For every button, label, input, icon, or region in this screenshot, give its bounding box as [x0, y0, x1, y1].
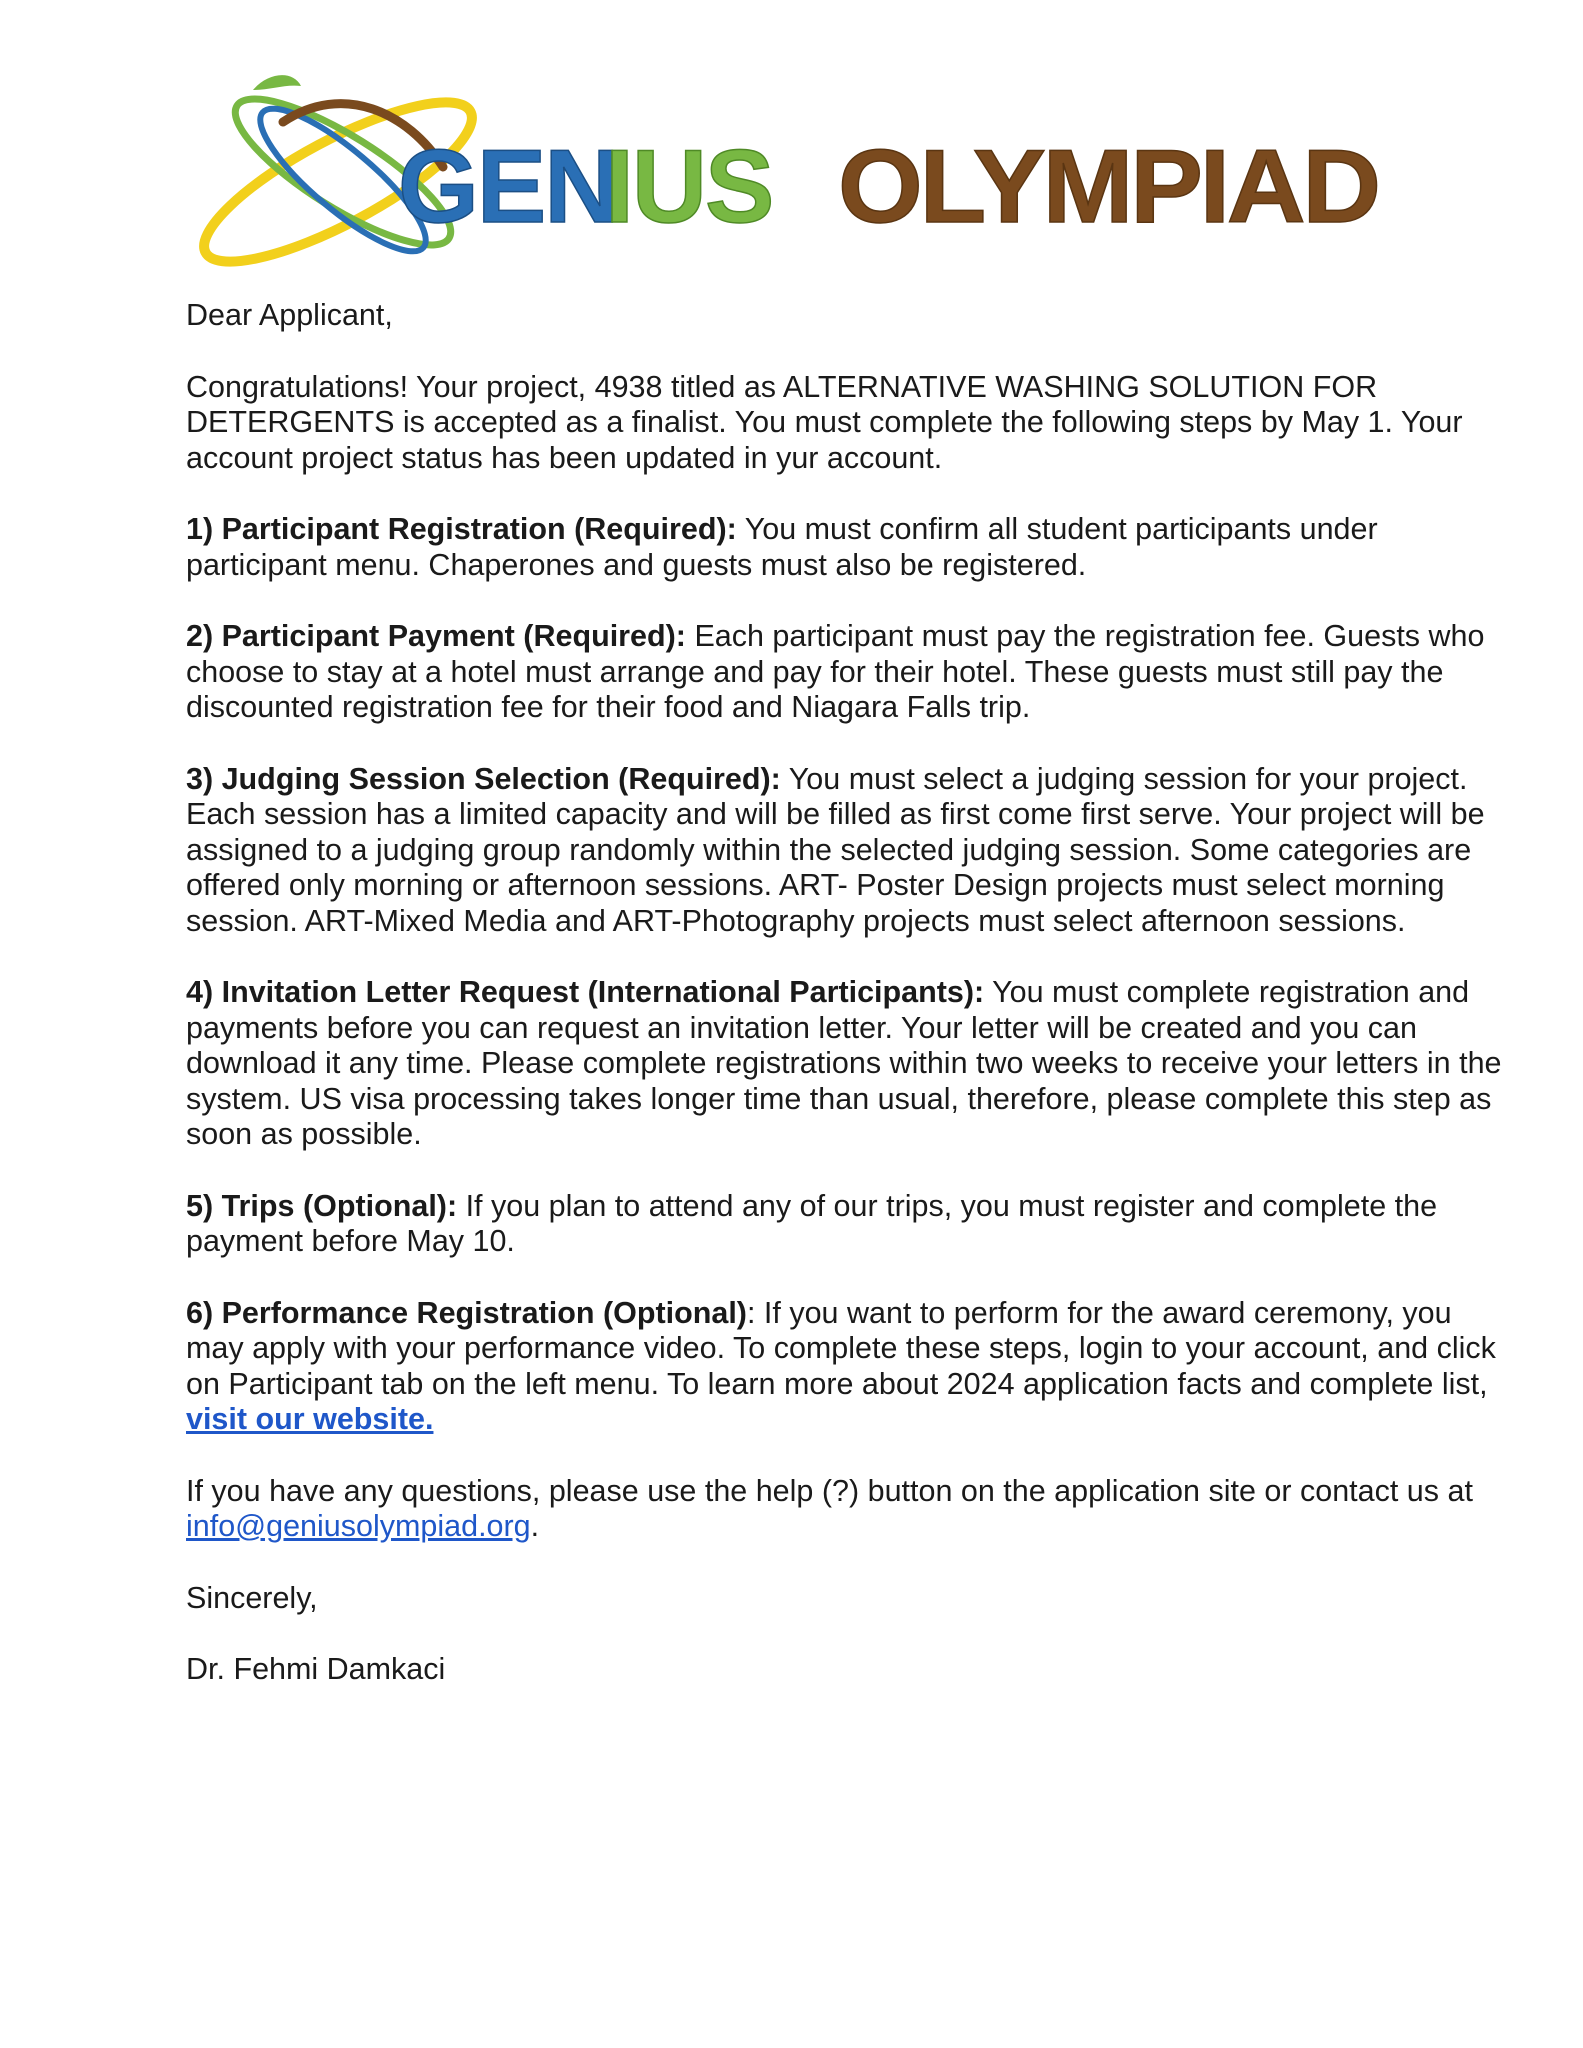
step-text: You must complete registration and payments before you can request an invitation letter. Your letter will be created and you can download it any time. Please complete registrations within two weeks to receive your letters in the system. US visa processing takes longer time than usual, therefore, please complete this step as soon as possible. [186, 975, 1502, 1151]
step-text: You must select a judging session for your project. Each session has a limited capacity and will be filled as first come first serve. Your project will be assigned to a judging group randomly within the selected judging session. Some categories are offered only morning or afternoon sessions. ART- Poster Design projects must select morning session. ART-Mixed Media and ART-Photography projects must select afternoon sessions. [186, 761, 1485, 938]
step-heading: 1) Participant Registration (Required): [186, 512, 737, 546]
contact-paragraph [186, 1474, 1506, 1545]
step-performance-registration [186, 1296, 1506, 1438]
contact-email-link[interactable]: info@geniusolympiad.org [186, 1509, 531, 1543]
logo-word-genius-green: IUS [605, 129, 773, 245]
step-trips [186, 1189, 1506, 1260]
letter-body [186, 298, 1506, 1724]
step-text: : If you want to perform for the award ceremony, you may apply with your performance video. To complete these steps, login to your account, and click on Participant tab on the left menu. To learn more about 2024 application facts and complete list, [186, 1295, 1496, 1401]
closing: Sincerely, [186, 1580, 318, 1615]
step-invitation-letter [186, 975, 1506, 1153]
salutation: Dear Applicant, [186, 298, 393, 332]
contact-text: If you have any questions, please use the help (?) button on the application site or contact us at [186, 1473, 1473, 1508]
step-participant-payment [186, 619, 1506, 726]
step-judging-session [186, 762, 1506, 940]
step-text: You must confirm all student participants under participant menu. Chaperones and guests must also be registered. [186, 512, 1378, 582]
visit-website-link[interactable]: visit our website. [186, 1402, 434, 1436]
step-participant-registration [186, 512, 1506, 583]
step-text: If you plan to attend any of our trips, you must register and complete the payment before May 10. [186, 1188, 1438, 1258]
step-heading: 3) Judging Session Selection (Required): [186, 761, 781, 796]
step-text: Each participant must pay the registration fee. Guests who choose to stay at a hotel must arrange and pay for their hotel. These guests must still pay the discounted registration fee for their food and Niagara Falls trip. [186, 619, 1485, 724]
step-heading: 6) Performance Registration (Optional) [186, 1295, 747, 1330]
step-heading: 2) Participant Payment (Required): [186, 619, 686, 653]
intro-paragraph: Congratulations! Your project, 4938 titled as ALTERNATIVE WASHING SOLUTION FOR DETERGENTS is accepted as a finalist. You must complete the following steps by May 1. Your account project status has been updated in yur account. [186, 369, 1463, 475]
genius-olympiad-logo [193, 72, 1393, 272]
step-heading: 4) Invitation Letter Request (International Participants): [186, 975, 985, 1009]
contact-end: . [530, 1509, 540, 1543]
signature: Dr. Fehmi Damkaci [186, 1652, 446, 1686]
step-heading: 5) Trips (Optional): [186, 1188, 458, 1223]
logo-word-olympiad: OLYMPIAD [838, 129, 1378, 245]
logo-word-genius-blue: GEN [398, 129, 618, 245]
